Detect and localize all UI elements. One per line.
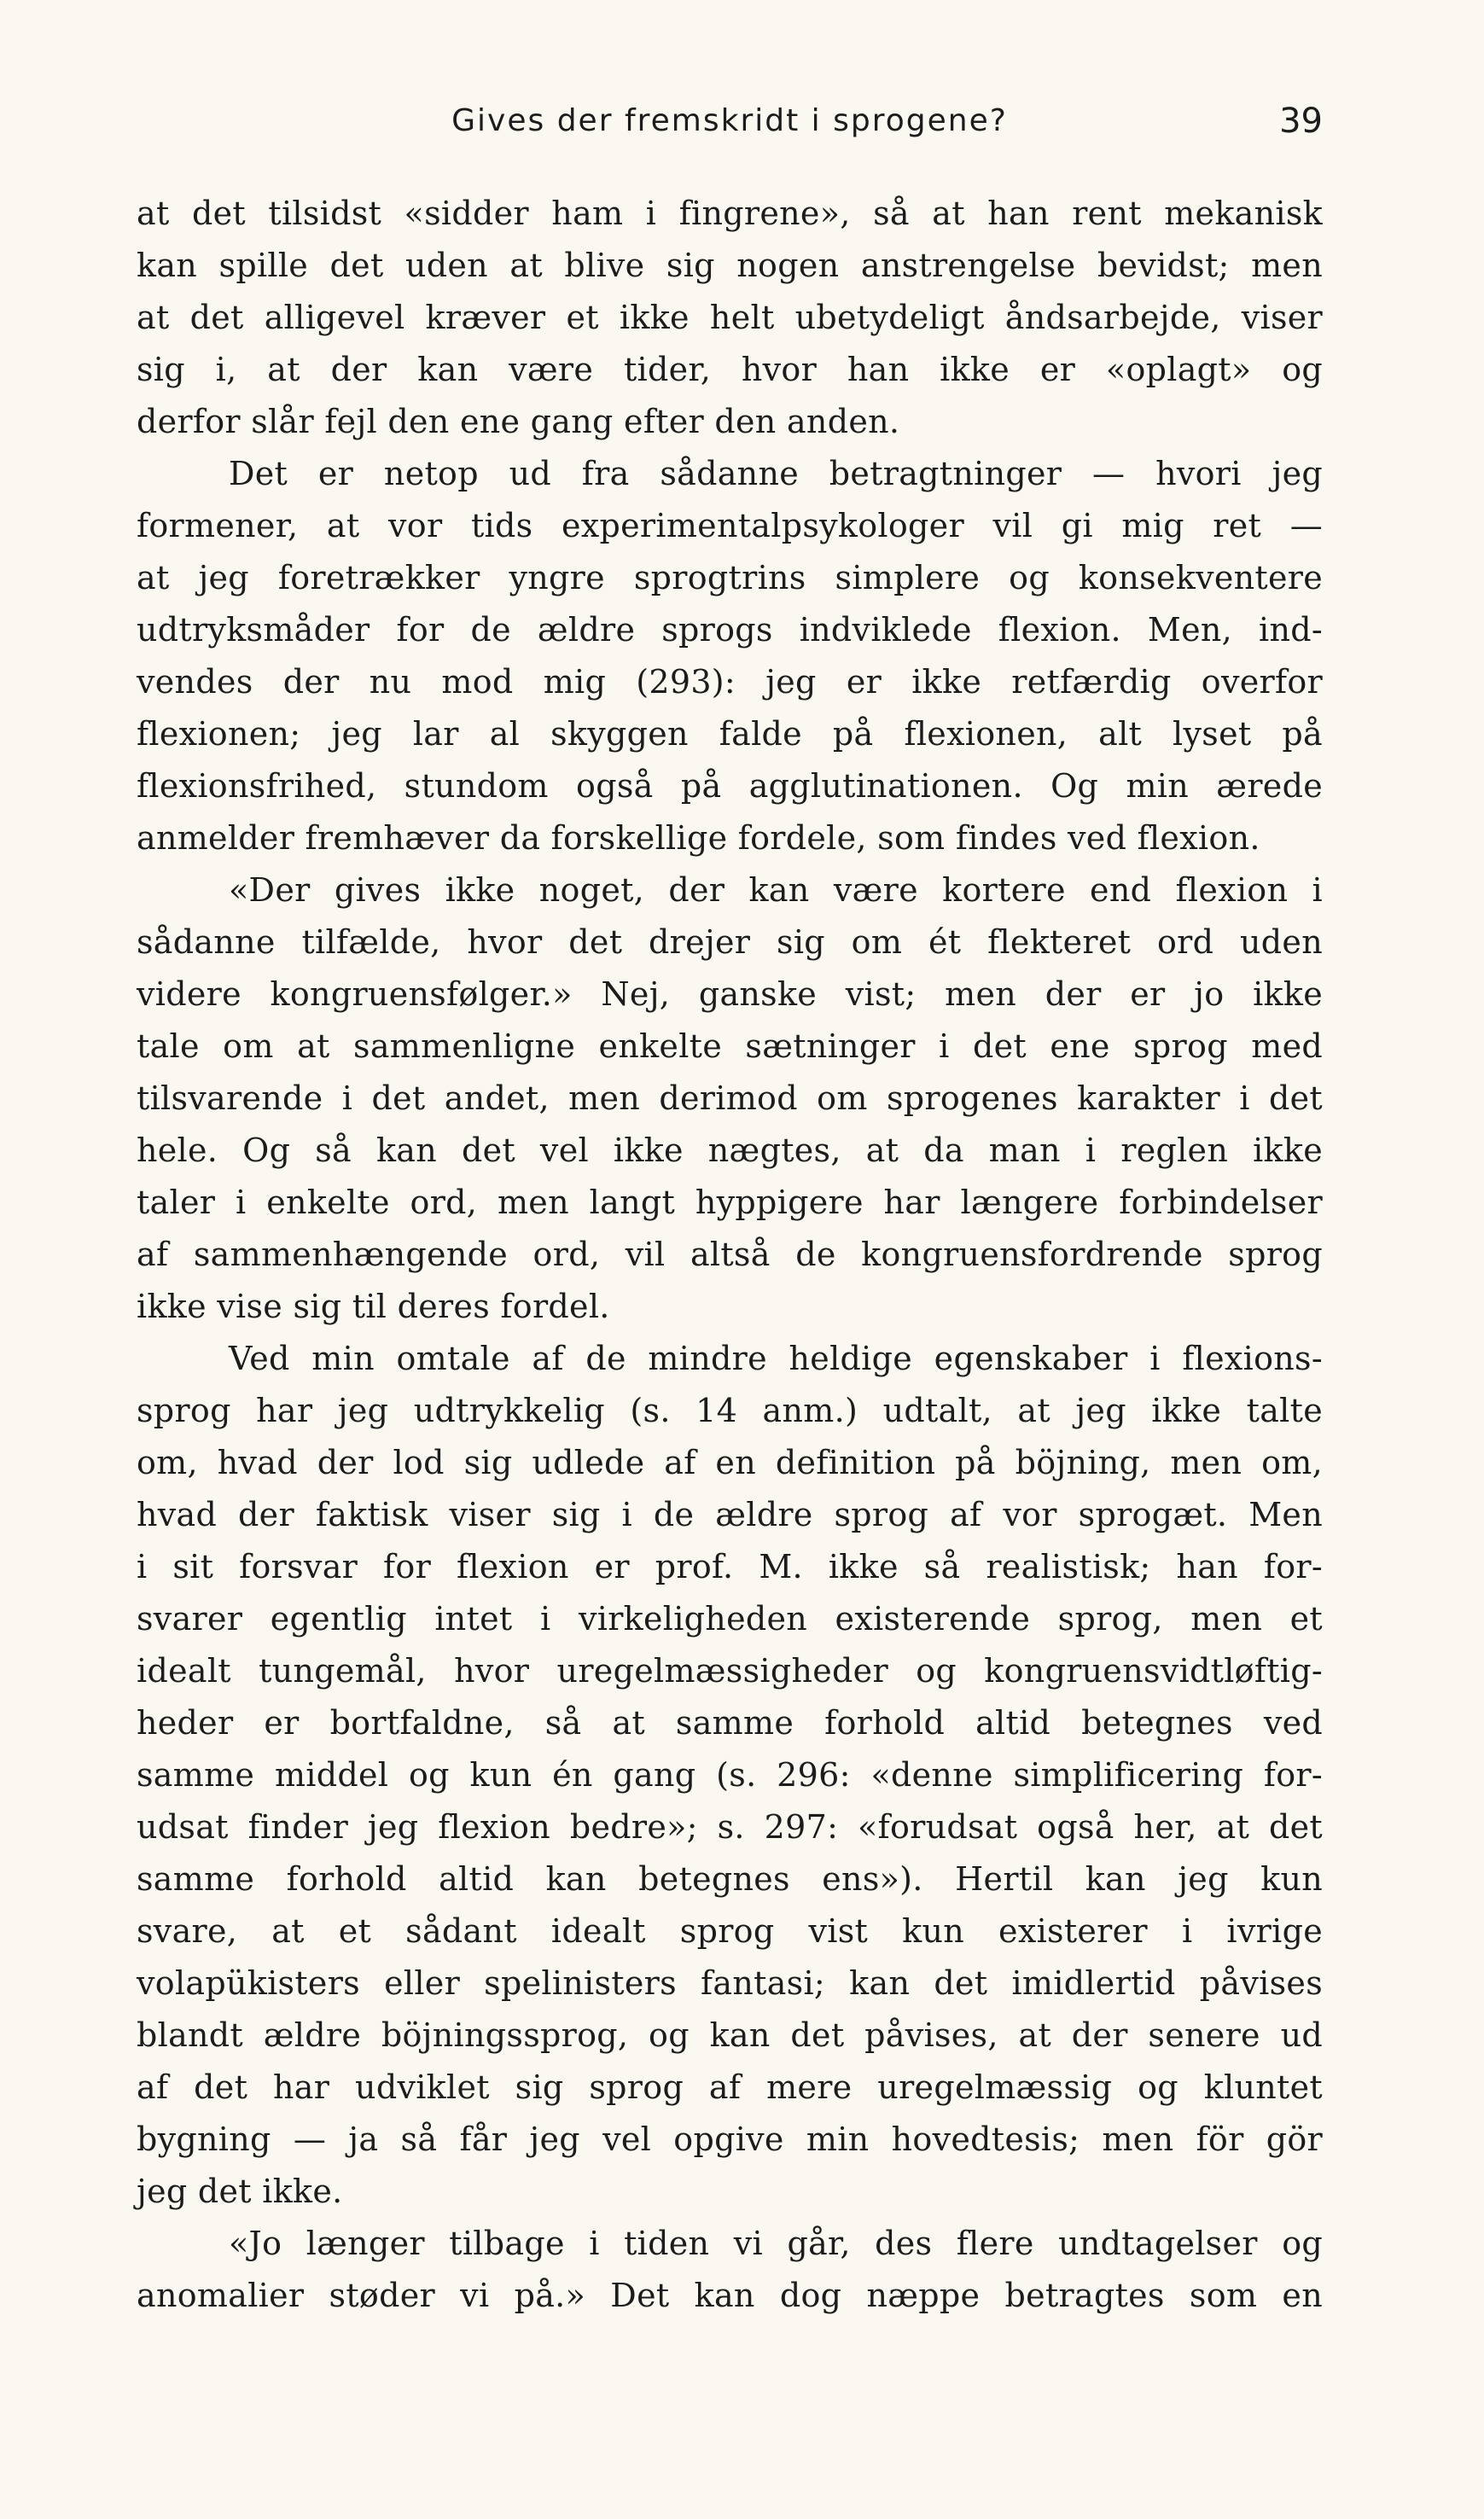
text-line: «Jo længer tilbage i tiden vi går, des flere undtagelser og — [229, 2225, 1323, 2262]
text-line: videre kongruensfølger.» Nej, ganske vist; men der er jo ikke — [137, 975, 1323, 1013]
text-line: samme middel og kun én gang (s. 296: «denne simplificering for- — [137, 1756, 1323, 1794]
text-line: jeg det ikke. — [137, 2173, 343, 2210]
text-line: ikke vise sig til deres fordel. — [137, 1288, 610, 1325]
text-line: Ved min omtale af de mindre heldige egenskaber i flexions- — [229, 1340, 1323, 1377]
text-line: flexionen; jeg lar al skyggen falde på flexionen, alt lyset på — [137, 715, 1323, 753]
text-line: anmelder fremhæver da forskellige fordele, som findes ved flexion. — [137, 819, 1260, 857]
text-line: kan spille det uden at blive sig nogen anstrengelse bevidst; men — [137, 247, 1323, 284]
text-line: tale om at sammenligne enkelte sætninger i det ene sprog med — [137, 1027, 1323, 1065]
running-head — [137, 96, 1323, 147]
text-line: udsat finder jeg flexion bedre»; s. 297: «forudsat også her, at det — [137, 1808, 1323, 1846]
text-line: at jeg foretrækker yngre sprogtrins simplere og konsekventere — [137, 559, 1323, 596]
text-line: blandt ældre böjningssprog, og kan det påvises, at der senere ud — [137, 2016, 1323, 2054]
text-line: hele. Og så kan det vel ikke nægtes, at da man i reglen ikke — [137, 1132, 1323, 1169]
text-line: sådanne tilfælde, hvor det drejer sig om ét flekteret ord uden — [137, 923, 1323, 961]
text-line: i sit forsvar for flexion er prof. M. ikke så realistisk; han for- — [137, 1548, 1323, 1585]
text-line: Det er netop ud fra sådanne betragtninger — hvori jeg — [229, 455, 1323, 492]
text-line: «Der gives ikke noget, der kan være kortere end flexion i — [229, 871, 1323, 909]
text-line: udtryksmåder for de ældre sprogs indviklede flexion. Men, ind- — [137, 611, 1323, 649]
text-line: af sammenhængende ord, vil altså de kongruensfordrende sprog — [137, 1236, 1323, 1273]
text-line: hvad der faktisk viser sig i de ældre sprog af vor sprogæt. Men — [137, 1496, 1323, 1533]
text-line: idealt tungemål, hvor uregelmæssigheder og kongruensvidtløftig- — [137, 1652, 1323, 1690]
text-line: at det alligevel kræver et ikke helt ubetydeligt åndsarbejde, viser — [137, 299, 1323, 336]
text-line: tilsvarende i det andet, men derimod om sprogenes karakter i det — [137, 1079, 1323, 1117]
running-title: Gives der fremskridt i sprogene? — [451, 103, 1008, 138]
text-line: volapükisters eller spelinisters fantasi; kan det imidlertid påvises — [137, 1964, 1323, 2002]
text-line: anomalier støder vi på.» Det kan dog næppe betragtes som en — [137, 2277, 1323, 2314]
body-text — [137, 188, 1323, 2322]
text-line: at det tilsidst «sidder ham i fingrene», så at han rent mekanisk — [137, 195, 1323, 232]
text-line: svarer egentlig intet i virkeligheden existerende sprog, men et — [137, 1600, 1323, 1638]
text-line: taler i enkelte ord, men langt hyppigere har længere forbindelser — [137, 1184, 1323, 1221]
text-line: svare, at et sådant idealt sprog vist kun existerer i ivrige — [137, 1912, 1323, 1950]
text-line: sig i, at der kan være tider, hvor han ikke er «oplagt» og — [137, 351, 1323, 388]
text-line: bygning — ja så får jeg vel opgive min hovedtesis; men för gör — [137, 2120, 1323, 2158]
text-line: formener, at vor tids experimentalpsykologer vil gi mig ret — — [137, 507, 1323, 544]
text-line: heder er bortfaldne, så at samme forhold altid betegnes ved — [137, 1704, 1323, 1742]
text-line: flexionsfrihed, stundom også på agglutinationen. Og min ærede — [137, 767, 1323, 805]
text-line: af det har udviklet sig sprog af mere uregelmæssig og kluntet — [137, 2068, 1323, 2106]
page-number: 39 — [1279, 102, 1323, 141]
text-line: om, hvad der lod sig udlede af en definition på böjning, men om, — [137, 1444, 1323, 1481]
text-line: sprog har jeg udtrykkelig (s. 14 anm.) udtalt, at jeg ikke talte — [137, 1392, 1323, 1429]
text-line: samme forhold altid kan betegnes ens»). Hertil kan jeg kun — [137, 1860, 1323, 1898]
text-line: vendes der nu mod mig (293): jeg er ikke retfærdig overfor — [137, 663, 1323, 701]
text-line: derfor slår fejl den ene gang efter den anden. — [137, 403, 900, 440]
